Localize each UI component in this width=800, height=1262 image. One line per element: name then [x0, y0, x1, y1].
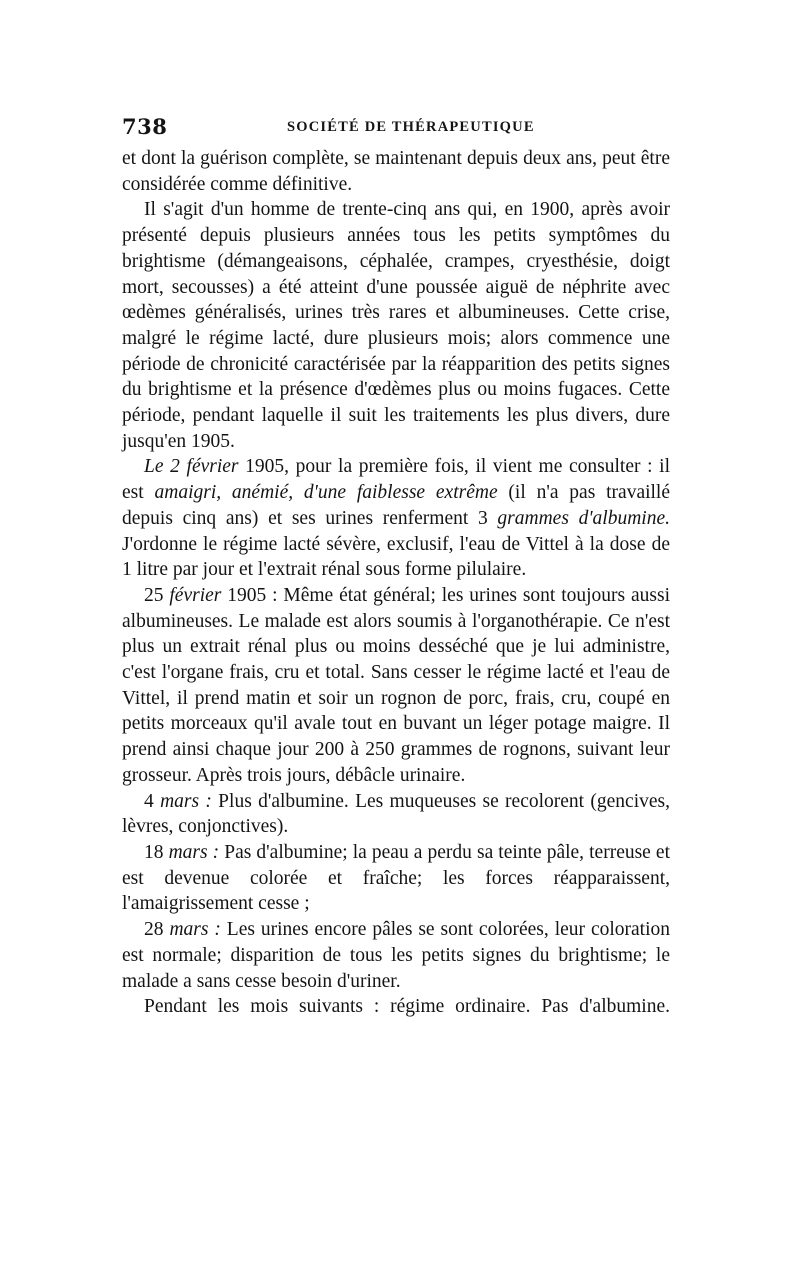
text-segment: 18 — [144, 841, 169, 863]
running-head — [122, 114, 670, 144]
text-segment: Il s'agit d'un homme de trente-cinq ans qui, en 1900, après avoir présenté depuis plusieurs années tous les petits symptômes du brightisme (démangeaisons, céphalée, crampes, cryesthésie, doigt mort, secousses) a été atteint d'une poussée aiguë de néphrite avec œdèmes généralisés, urines très rares et albumineuses. Cette crise, malgré le régime lacté, dure plusieurs mois; alors commence une période de chronicité caractérisée par la réapparition des petits signes du brightisme et la présence d'œdèmes plus ou moins fugaces. Cette période, pendant laquelle il suit les traitements les plus divers, dure jusqu'en 1905. — [122, 199, 670, 452]
text-segment: 1905, pour la première fois, il vient me consulter : il est — [122, 456, 671, 504]
text-segment: Les urines encore pâles se sont colorées, leur coloration est normale; disparition de tous les petits signes du brightisme; le malade a sans cesse besoin d'uriner. — [122, 919, 670, 992]
text-segment: 4 — [144, 790, 161, 812]
emphasis-italic: amaigri, anémié, d'une faiblesse extrême — [154, 482, 498, 504]
date-italic: mars : — [168, 841, 220, 863]
text-segment: 1905 : Même état général; les urines sont toujours aussi albumineuses. Le malade est alors soumis à l'organothérapie. Ce n'est plus un extrait rénal plus ou moins desséché que je lui administre, c'est l'organe frais, cru et total. Sans cesser le régime lacté et l'eau de Vittel, il prend matin et soir un rognon de porc, frais, cru, coupé en petits morceaux qu'il avale tout en buvant un léger potage maigre. Il prend ainsi chaque jour 200 à 250 grammes de rognons, suivant leur grosseur. Après trois jours, débâcle urinaire. — [122, 584, 670, 786]
date-italic: mars : — [169, 919, 221, 941]
body-text — [122, 146, 670, 1020]
paragraph-following-months — [122, 994, 670, 1020]
paragraph-continuation — [122, 146, 670, 197]
text-segment: (il n'a pas travaillé depuis cinq ans) et ses urines renferment 3 — [122, 482, 671, 529]
document-page — [122, 114, 670, 1020]
paragraph-march-4 — [122, 789, 670, 840]
text-segment: Plus d'albumine. Les muqueuses se recolorent (gencives, lèvres, conjonctives). — [122, 790, 670, 838]
text-segment: J'ordonne le régime lacté sévère, exclusif, l'eau de Vittel à la dose de 1 litre par jour et l'extrait rénal sous forme pilulaire. — [122, 533, 670, 581]
paragraph-march-28 — [122, 917, 670, 994]
running-title: SOCIÉTÉ DE THÉRAPEUTIQUE — [287, 119, 535, 135]
paragraph-march-18 — [122, 840, 670, 917]
text-segment: et dont la guérison complète, se maintenant depuis deux ans, peut être considérée comme définitive. — [122, 148, 670, 195]
emphasis-italic: grammes d'albumine. — [497, 507, 670, 529]
text-segment: 25 — [144, 584, 170, 606]
text-segment: 28 — [144, 919, 170, 941]
paragraph-case-history — [122, 197, 670, 454]
text-segment: Pendant les mois suivants : régime ordinaire. Pas d'albumine. — [144, 996, 670, 1018]
page-number: 738 — [122, 114, 168, 139]
date-italic: février — [169, 584, 222, 606]
paragraph-february-25 — [122, 583, 670, 789]
paragraph-february-2 — [122, 454, 670, 583]
date-italic: mars : — [160, 790, 212, 812]
date-italic: Le 2 février — [144, 456, 239, 478]
text-segment: Pas d'albumine; la peau a perdu sa teinte pâle, terreuse et est devenue colorée et fraîche; les forces réapparaissent, l'amaigrissement cesse ; — [122, 841, 670, 915]
